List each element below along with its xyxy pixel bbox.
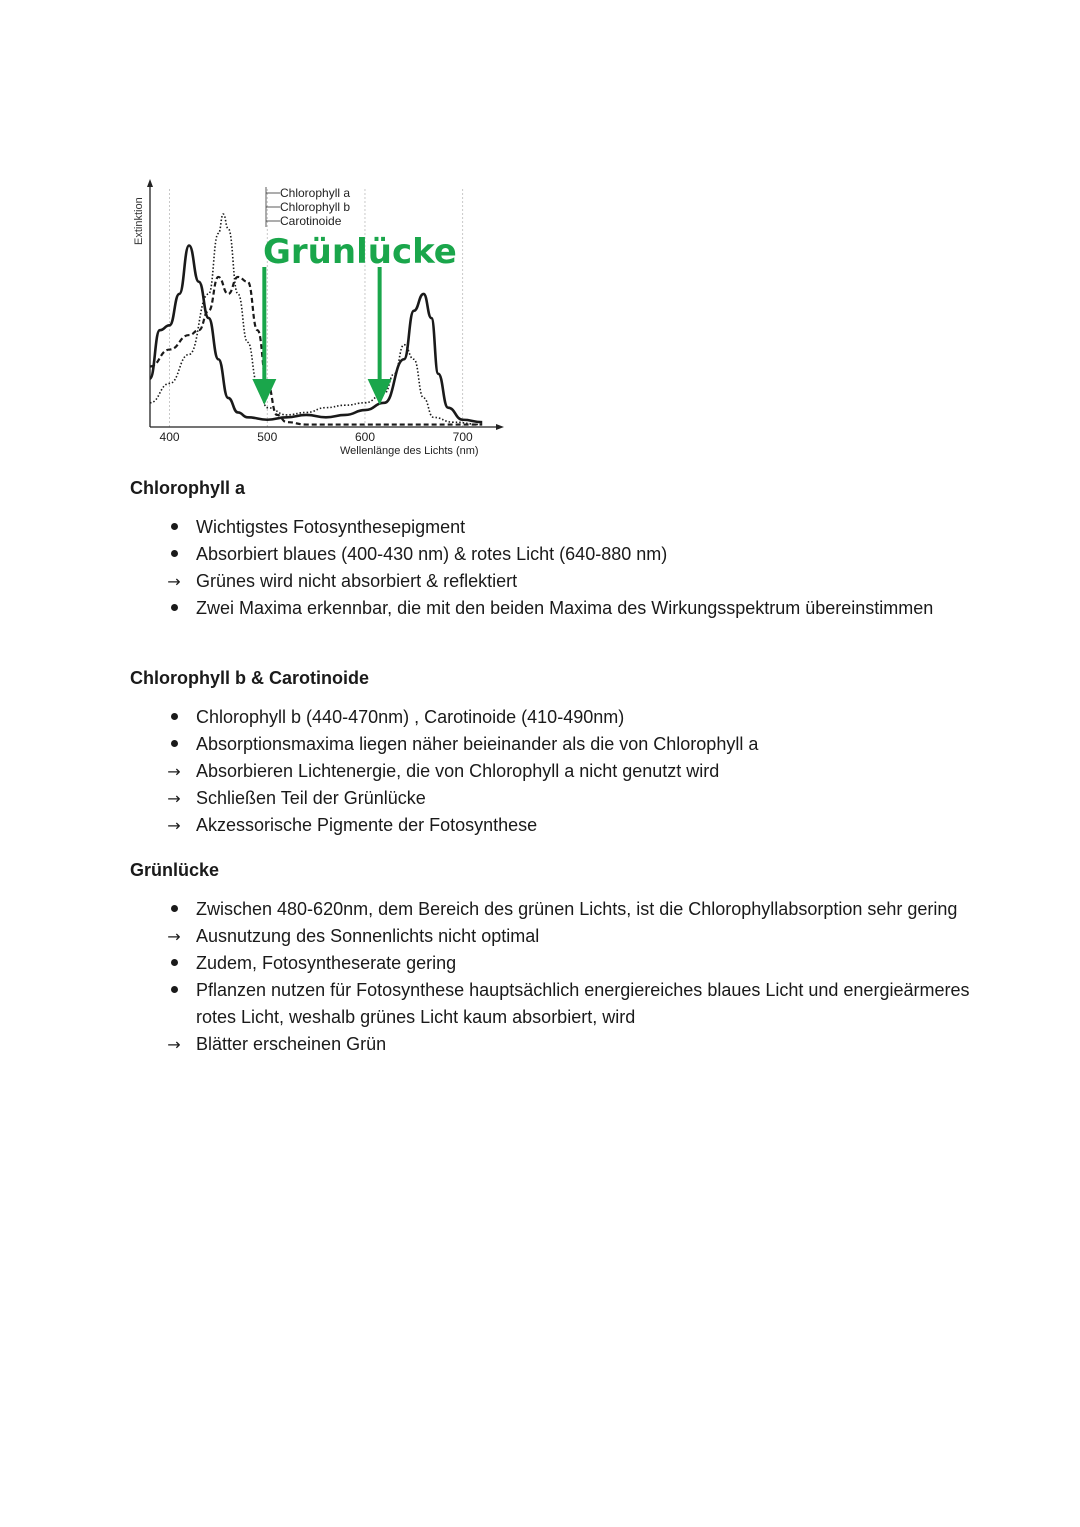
- bullet-icon: [162, 896, 186, 923]
- x-tick-label: 400: [159, 430, 180, 444]
- bullet-icon: [162, 950, 186, 977]
- bullet-icon: [162, 704, 186, 731]
- bullet-item: [130, 977, 990, 1031]
- section-gruenluecke: [130, 858, 990, 1058]
- legend-chlorophyll-a: Chlorophyll a: [280, 186, 351, 200]
- bullet-item: [130, 950, 990, 977]
- arrow-item: [130, 785, 990, 812]
- arrow-item: [130, 758, 990, 785]
- gruenluecke-annotation: Grünlücke: [263, 232, 457, 272]
- series-line-carotinoide: [150, 277, 482, 425]
- bullet-list: [130, 704, 990, 839]
- bullet-icon: [162, 595, 186, 622]
- bullet-icon: [162, 514, 186, 541]
- x-tick-label: 700: [452, 430, 473, 444]
- bullet-item: [130, 731, 990, 758]
- arrow-item: [130, 812, 990, 839]
- arrow-item: [130, 1031, 990, 1058]
- item-text: Absorbiert blaues (400-430 nm) & rotes Licht (640-880 nm): [196, 544, 668, 564]
- item-text: Chlorophyll b (440-470nm) , Carotinoide (410-490nm): [196, 707, 625, 727]
- item-text: Ausnutzung des Sonnenlichts nicht optimal: [196, 926, 540, 946]
- x-axis-arrow-icon: [496, 424, 504, 430]
- bullet-item: [130, 704, 990, 731]
- bullet-item: [130, 541, 990, 568]
- item-text: Zwischen 480-620nm, dem Bereich des grünen Lichts, ist die Chlorophyllabsorption sehr gering: [196, 899, 958, 919]
- item-text: Pflanzen nutzen für Fotosynthese hauptsächlich energiereiches blaues Licht und energieärmeres rotes Licht, weshalb grünes Licht kaum absorbiert, wird: [196, 980, 970, 1027]
- y-axis-label: Extinktion: [133, 197, 145, 245]
- bullet-item: [130, 514, 990, 541]
- legend-carotinoide: Carotinoide: [280, 214, 342, 228]
- section-heading: Grünlücke: [130, 860, 220, 880]
- item-text: Zwei Maxima erkennbar, die mit den beiden Maxima des Wirkungsspektrum übereinstimmen: [196, 598, 934, 618]
- legend-chlorophyll-b: Chlorophyll b: [280, 200, 351, 214]
- arrow-icon: →: [167, 1035, 181, 1054]
- item-text: Grünes wird nicht absorbiert & reflektiert: [196, 571, 518, 591]
- x-tick-label: 600: [354, 430, 376, 444]
- bullet-icon: [162, 541, 186, 568]
- bullet-icon: [162, 731, 186, 758]
- item-text: Zudem, Fotosyntheserate gering: [196, 953, 457, 973]
- legend: [266, 186, 350, 228]
- arrow-icon: →: [167, 927, 181, 946]
- arrow-item: [130, 568, 990, 595]
- green-arrow-icon: [368, 267, 392, 405]
- bullet-item: [130, 595, 990, 622]
- arrow-icon: →: [167, 762, 181, 781]
- arrow-item: [130, 923, 990, 950]
- section-chlorophyll-a: [130, 476, 990, 622]
- arrow-icon: →: [167, 572, 181, 591]
- section-chlorophyll-b-carotinoide: [130, 666, 990, 839]
- item-text: Absorptionsmaxima liegen näher beieinander als die von Chlorophyll a: [196, 734, 759, 754]
- item-text: Schließen Teil der Grünlücke: [196, 788, 426, 808]
- bullet-list: [130, 896, 990, 1058]
- y-axis-arrow-icon: [147, 179, 153, 187]
- x-tick-labels: [160, 430, 473, 444]
- green-arrow-icon: [252, 267, 276, 405]
- arrow-icon: →: [167, 789, 181, 808]
- bullet-icon: [162, 977, 186, 1004]
- bullet-item: [130, 896, 990, 923]
- x-tick-label: 500: [257, 430, 278, 444]
- bullet-list: [130, 514, 990, 622]
- x-axis-label: Wellenlänge des Lichts (nm): [340, 445, 479, 457]
- arrow-group: [252, 267, 391, 405]
- item-text: Blätter erscheinen Grün: [196, 1034, 387, 1054]
- absorption-spectrum-chart: [120, 165, 520, 465]
- section-heading: Chlorophyll a: [130, 478, 246, 498]
- item-text: Wichtigstes Fotosynthesepigment: [196, 517, 466, 537]
- item-text: Akzessorische Pigmente der Fotosynthese: [196, 815, 538, 835]
- arrow-icon: →: [167, 816, 181, 835]
- item-text: Absorbieren Lichtenergie, die von Chlorophyll a nicht genutzt wird: [196, 761, 720, 781]
- section-heading: Chlorophyll b & Carotinoide: [130, 668, 369, 688]
